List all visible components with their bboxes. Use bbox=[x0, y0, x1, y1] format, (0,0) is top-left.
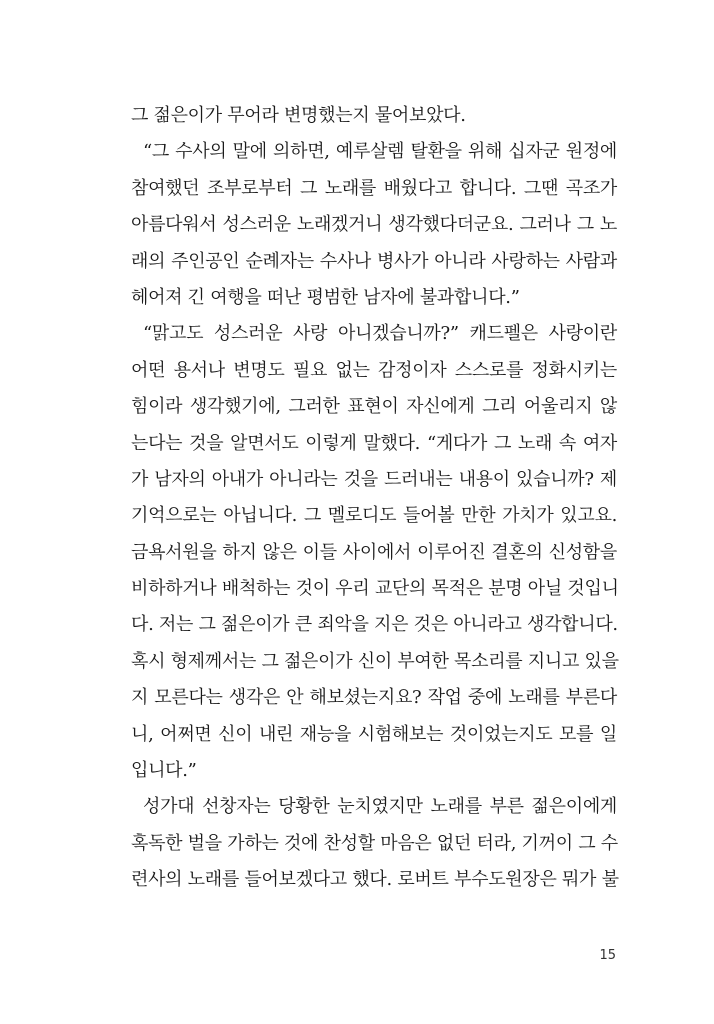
text-line: 가 남자의 아내가 아니라는 것을 드러내는 내용이 있습니까? 제 bbox=[131, 468, 617, 490]
text-line: “그 수사의 말에 의하면, 예루살렘 탈환을 위해 십자군 원정에 bbox=[143, 141, 617, 163]
text-line: 그 젊은이가 무어라 변명했는지 물어보았다. bbox=[131, 105, 466, 126]
text-line: 금욕서원을 하지 않은 이들 사이에서 이루어진 결혼의 신성함을 bbox=[131, 541, 617, 563]
text-line: 힘이라 생각했기에, 그러한 표현이 자신에게 그리 어울리지 않 bbox=[131, 396, 617, 418]
text-line: 어떤 용서나 변명도 필요 없는 감정이자 스스로를 정화시키는 bbox=[131, 359, 617, 381]
text-line: 성가대 선창자는 당황한 눈치였지만 노래를 부른 젊은이에게 bbox=[143, 796, 617, 818]
text-line: 다. 저는 그 젊은이가 큰 죄악을 지은 것은 아니라고 생각합니다. bbox=[131, 614, 618, 636]
body-text bbox=[131, 98, 617, 899]
text-line: 는다는 것을 알면서도 이렇게 말했다. “게다가 그 노래 속 여자 bbox=[131, 432, 617, 454]
text-line: 기억으로는 아닙니다. 그 멜로디도 들어볼 만한 가치가 있고요. bbox=[131, 505, 617, 527]
text-line: 련사의 노래를 들어보겠다고 했다. 로버트 부수도원장은 뭐가 불 bbox=[131, 869, 619, 891]
text-line: 혹시 형제께서는 그 젊은이가 신이 부여한 목소리를 지니고 있을 bbox=[131, 650, 619, 672]
text-line: 니, 어쩌면 신이 내린 재능을 시험해보는 것이었는지도 모를 일 bbox=[131, 723, 617, 745]
text-line: 지 모른다는 생각은 안 해보셨는지요? 작업 중에 노래를 부른다 bbox=[131, 687, 617, 709]
text-line: 헤어져 긴 여행을 떠난 평범한 남자에 불과합니다.” bbox=[131, 286, 520, 308]
text-line: “맑고도 성스러운 사랑 아니겠습니까?” 캐드펠은 사랑이란 bbox=[143, 323, 617, 345]
text-line: 혹독한 벌을 가하는 것에 찬성할 마음은 없던 터라, 기꺼이 그 수 bbox=[131, 832, 618, 854]
text-line: 비하하거나 배척하는 것이 우리 교단의 목적은 분명 아닐 것입니 bbox=[131, 578, 619, 600]
text-line: 아름다워서 성스러운 노래겠거니 생각했다더군요. 그러나 그 노 bbox=[131, 214, 617, 236]
page-number: 15 bbox=[599, 948, 616, 963]
text-line: 참여했던 조부로부터 그 노래를 배웠다고 합니다. 그땐 곡조가 bbox=[131, 177, 617, 199]
text-line: 입니다.” bbox=[131, 760, 197, 782]
text-line: 래의 주인공인 순례자는 수사나 병사가 아니라 사랑하는 사람과 bbox=[131, 250, 617, 272]
